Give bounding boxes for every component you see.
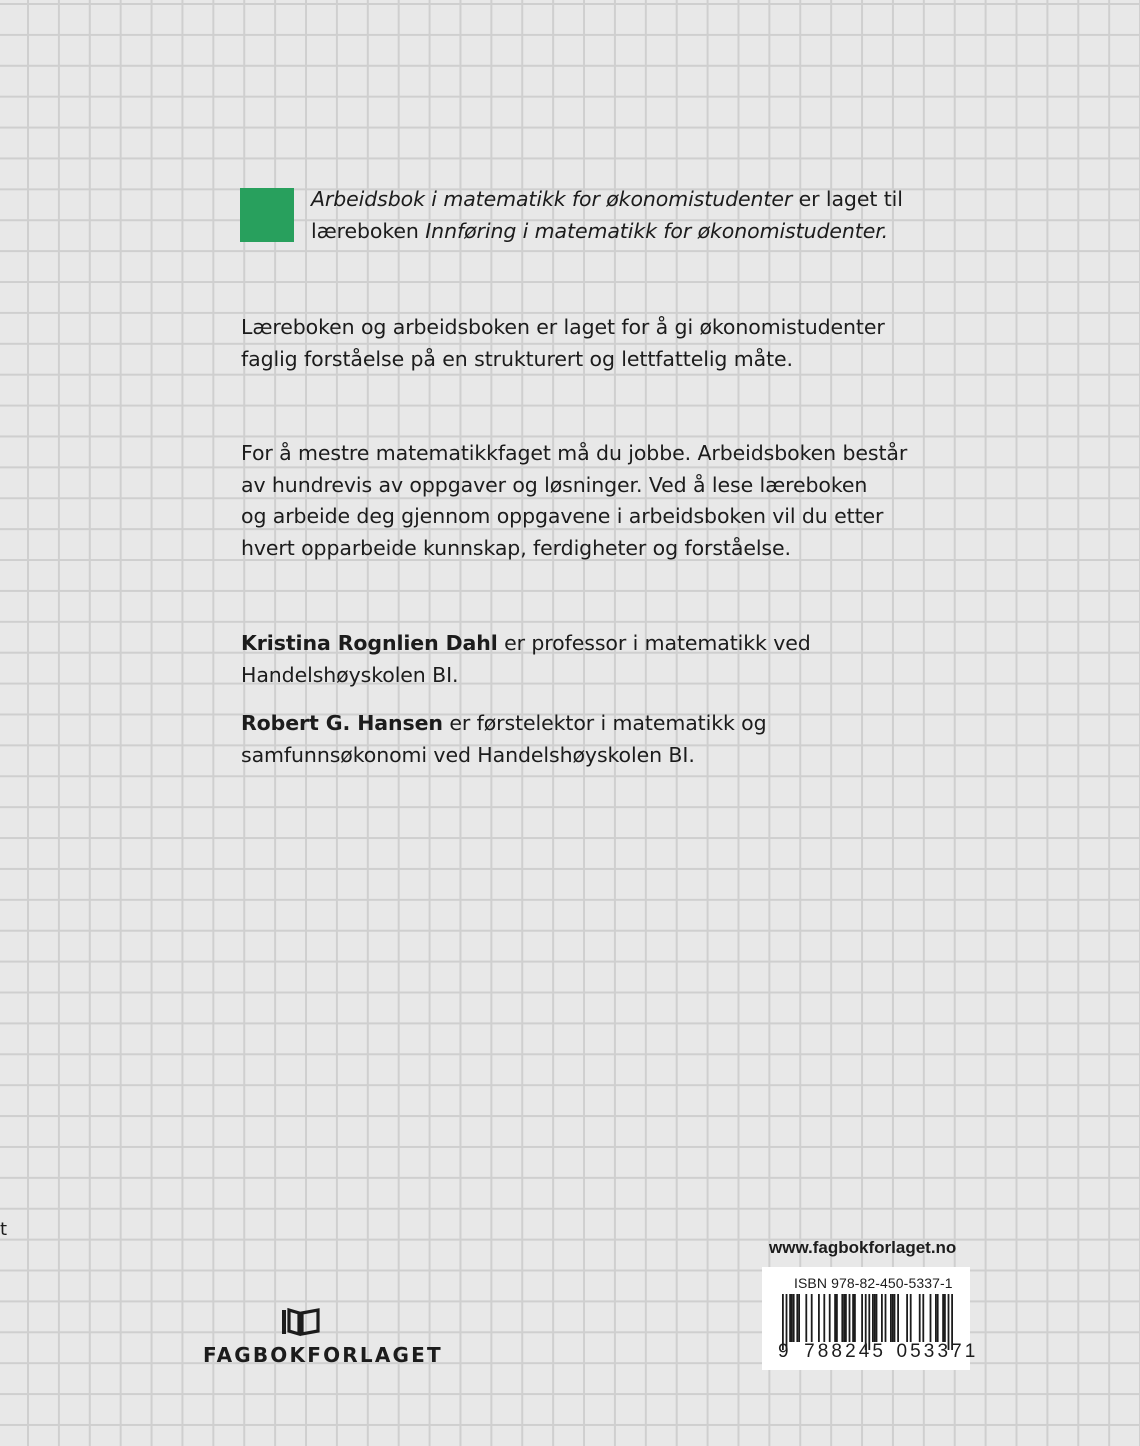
barcode-bar <box>849 1294 851 1342</box>
barcode-bar <box>872 1294 874 1342</box>
paragraph-line: For å mestre matematikkfaget må du jobbe. Arbeidsboken består <box>241 441 908 465</box>
barcode-bar <box>843 1294 845 1342</box>
author-description-line2: Handelshøyskolen BI. <box>241 662 459 687</box>
barcode-bar <box>937 1294 939 1342</box>
author-bio-hansen <box>241 708 767 771</box>
practice-paragraph <box>241 438 907 564</box>
barcode-bar <box>829 1294 831 1342</box>
barcode-bar <box>935 1294 937 1342</box>
green-accent-square <box>240 188 294 242</box>
barcode-bar <box>942 1294 944 1342</box>
barcode-bar <box>919 1294 921 1342</box>
barcode-bar <box>818 1294 820 1342</box>
barcode-bar <box>805 1294 807 1342</box>
barcode-bar <box>852 1294 854 1342</box>
author-name: Robert G. Hansen <box>241 711 443 735</box>
barcode-bar <box>793 1294 795 1342</box>
barcode-bar <box>861 1294 863 1342</box>
barcode-bar <box>910 1294 912 1342</box>
paragraph-line: og arbeide deg gjennom oppgavene i arbeidsboken vil du etter <box>241 504 884 528</box>
barcode-bar <box>906 1294 908 1342</box>
barcode-bar <box>811 1294 813 1342</box>
barcode-bar <box>789 1294 791 1342</box>
publisher-website: www.fagbokforlaget.no <box>769 1238 957 1257</box>
barcode-bar <box>791 1294 793 1342</box>
barcode-digits-left: 788245 <box>804 1341 887 1362</box>
barcode-bar <box>897 1294 899 1342</box>
barcode-bar <box>922 1294 924 1342</box>
barcode-bar <box>836 1294 838 1342</box>
barcode-bar <box>874 1294 876 1342</box>
paragraph-line: hvert opparbeide kunnskap, ferdigheter og forståelse. <box>241 535 791 560</box>
paragraph-line: Læreboken og arbeidsboken er laget for å gi økonomistudenter <box>241 315 885 339</box>
barcode-bar <box>885 1294 887 1342</box>
barcode-digits-right: 053371 <box>896 1341 979 1362</box>
barcode-bar <box>834 1294 836 1342</box>
barcode-bar <box>823 1294 825 1342</box>
publisher-logo <box>203 1307 443 1367</box>
intro-paragraph <box>311 184 903 247</box>
barcode-bar <box>798 1294 800 1342</box>
textbook-title: Innføring i matematikk for økonomistudenter. <box>425 218 889 243</box>
barcode-bar <box>894 1294 896 1342</box>
open-book-icon <box>280 1307 322 1337</box>
intro-text-line2: læreboken <box>311 218 426 243</box>
barcode-bar <box>854 1294 856 1342</box>
barcode-bar <box>890 1294 892 1342</box>
workbook-title: Arbeidsbok i matematikk for økonomistudenter <box>311 187 793 211</box>
barcode-bar <box>892 1294 894 1342</box>
author-description-line2: samfunnsøkonomi ved Handelshøyskolen BI. <box>241 742 695 767</box>
barcode-bar <box>841 1294 843 1342</box>
isbn-label: ISBN 978-82-450-5337-1 <box>794 1275 953 1291</box>
barcode-bar <box>845 1294 847 1342</box>
barcode-bar <box>944 1294 946 1342</box>
publisher-name: FAGBOKFORLAGET <box>203 1343 443 1367</box>
author-description: er professor i matematikk ved <box>497 631 811 655</box>
barcode-bar <box>881 1294 883 1342</box>
intro-text: er laget til <box>792 187 903 211</box>
barcode-digit-lead: 9 <box>778 1341 792 1362</box>
edge-glyph: t <box>0 1219 8 1240</box>
author-name: Kristina Rognlien Dahl <box>241 631 498 655</box>
author-description: er førstelektor i matematikk og <box>442 711 767 735</box>
paragraph-line: faglig forståelse på en strukturert og lettfattelig måte. <box>241 346 793 371</box>
description-paragraph <box>241 312 885 375</box>
barcode-digits <box>778 1341 978 1363</box>
paragraph-line: av hundrevis av oppgaver og løsninger. Ved å lese læreboken <box>241 472 868 497</box>
barcode-bar <box>876 1294 878 1342</box>
author-bio-dahl <box>241 628 811 691</box>
barcode-bar <box>930 1294 932 1342</box>
barcode-bar <box>796 1294 798 1342</box>
